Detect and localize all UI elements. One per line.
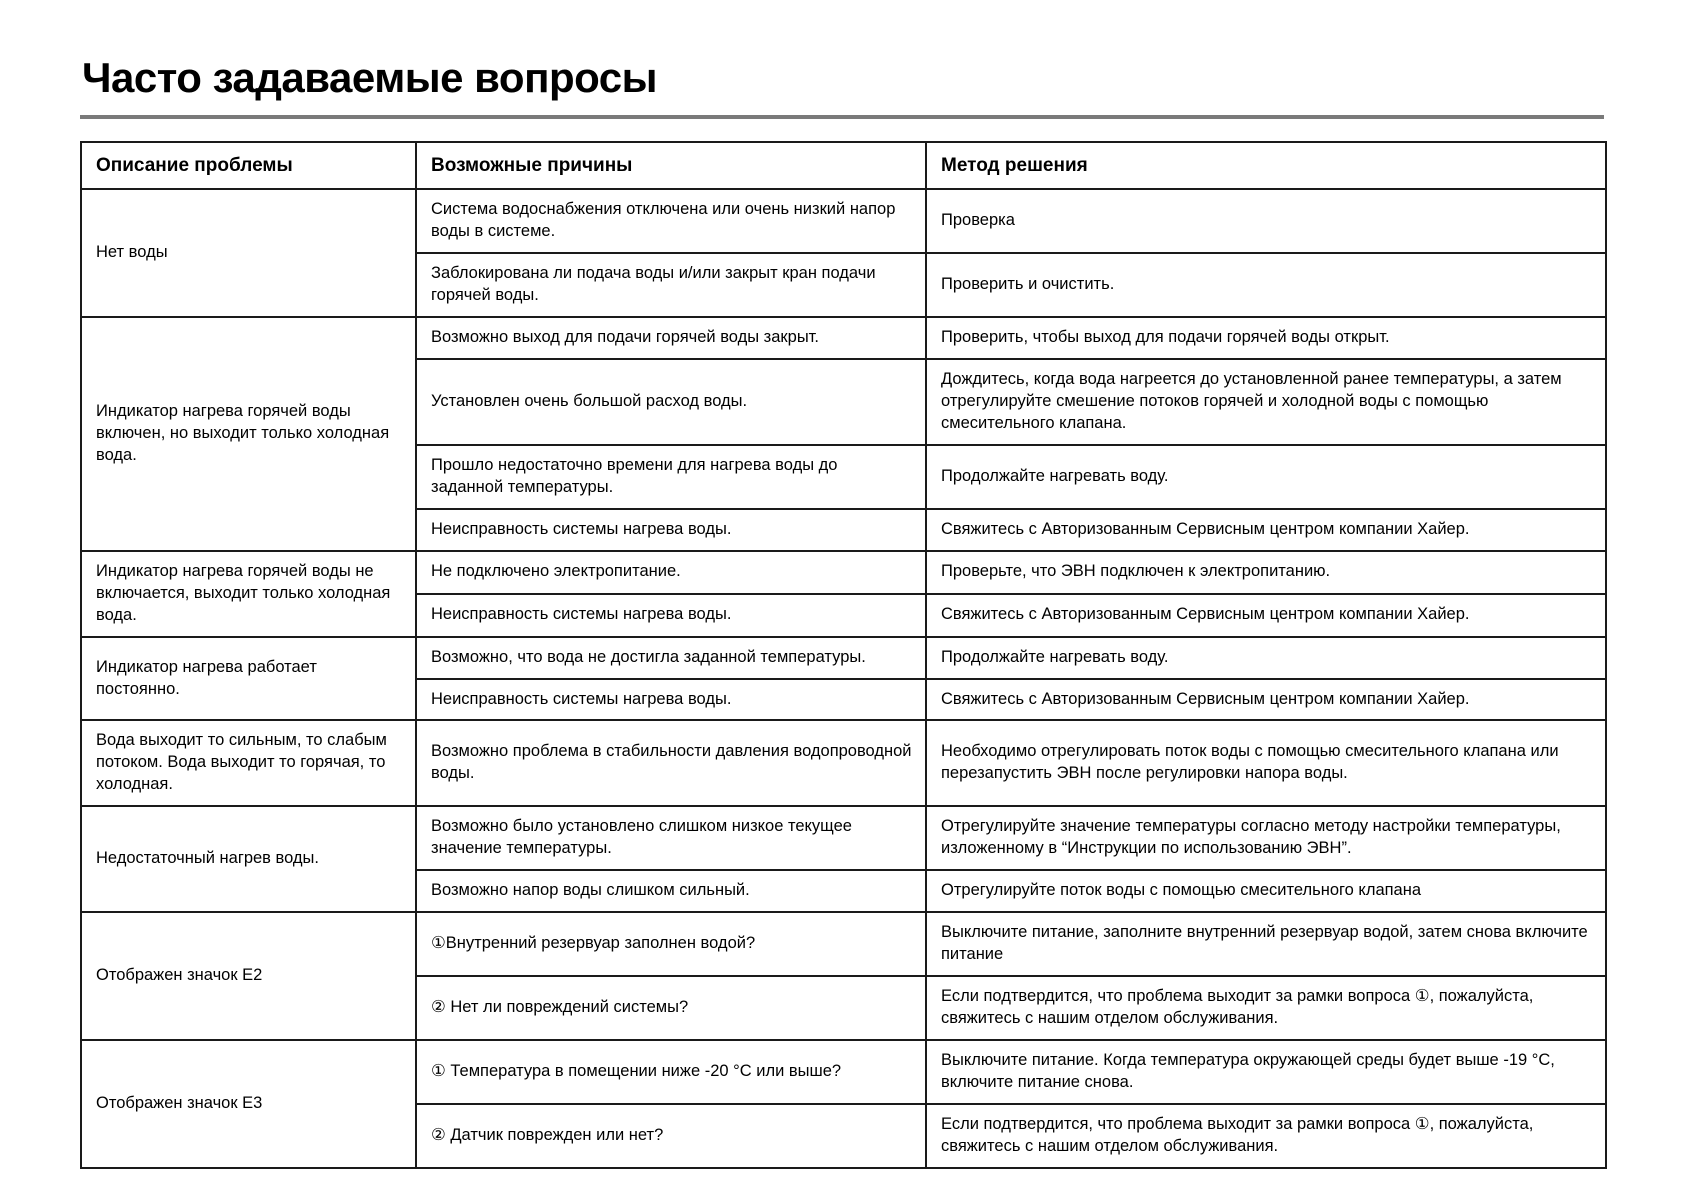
- cause-cell: ①Внутренний резервуар заполнен водой?: [416, 912, 926, 976]
- column-header-problem: Описание проблемы: [81, 142, 416, 189]
- cause-cell: Возможно было установлено слишком низкое текущее значение температуры.: [416, 806, 926, 870]
- table-header-row: [81, 142, 1606, 189]
- solution-cell: Проверить, чтобы выход для подачи горячей воды открыт.: [926, 317, 1606, 359]
- cause-cell: Неисправность системы нагрева воды.: [416, 679, 926, 721]
- solution-cell: Дождитесь, когда вода нагреется до установленной ранее температуры, а затем отрегулируйте смешение потоков горячей и холодной воды с помощью смесительного клапана.: [926, 359, 1606, 445]
- table-row: [81, 1040, 1606, 1104]
- cause-cell: Установлен очень большой расход воды.: [416, 359, 926, 445]
- solution-cell: Проверка: [926, 189, 1606, 253]
- problem-cell: Вода выходит то сильным, то слабым потоком. Вода выходит то горячая, то холодная.: [81, 720, 416, 806]
- problem-cell: Индикатор нагрева работает постоянно.: [81, 637, 416, 721]
- column-header-solution: Метод решения: [926, 142, 1606, 189]
- cause-cell: Не подключено электропитание.: [416, 551, 926, 594]
- table-row: [81, 806, 1606, 870]
- cause-cell: ① Температура в помещении ниже -20 °C или выше?: [416, 1040, 926, 1104]
- table-row: [81, 912, 1606, 976]
- cause-cell: Заблокирована ли подача воды и/или закрыт кран подачи горячей воды.: [416, 253, 926, 317]
- solution-cell: Проверьте, что ЭВН подключен к электропитанию.: [926, 551, 1606, 594]
- solution-cell: Продолжайте нагревать воду.: [926, 637, 1606, 679]
- page-title: Часто задаваемые вопросы: [82, 54, 657, 101]
- solution-cell: Свяжитесь с Авторизованным Сервисным центром компании Хайер.: [926, 679, 1606, 721]
- cause-cell: Возможно проблема в стабильности давления водопроводной воды.: [416, 720, 926, 806]
- solution-cell: Свяжитесь с Авторизованным Сервисным центром компании Хайер.: [926, 509, 1606, 551]
- table-row: [81, 551, 1606, 594]
- table-header: [81, 142, 1606, 189]
- solution-cell: Отрегулируйте значение температуры согласно методу настройки температуры, изложенному в “Инструкции по использованию ЭВН”.: [926, 806, 1606, 870]
- problem-cell: Индикатор нагрева горячей воды не включается, выходит только холодная вода.: [81, 551, 416, 637]
- problem-cell: Отображен значок E2: [81, 912, 416, 1040]
- column-header-cause: Возможные причины: [416, 142, 926, 189]
- table-row: [81, 317, 1606, 359]
- solution-cell: Выключите питание. Когда температура окружающей среды будет выше -19 °C, включите питание снова.: [926, 1040, 1606, 1104]
- cause-cell: Система водоснабжения отключена или очень низкий напор воды в системе.: [416, 189, 926, 253]
- solution-cell: Проверить и очистить.: [926, 253, 1606, 317]
- cause-cell: Возможно, что вода не достигла заданной температуры.: [416, 637, 926, 679]
- cause-cell: Неисправность системы нагрева воды.: [416, 509, 926, 551]
- table-body: [81, 189, 1606, 1167]
- solution-cell: Необходимо отрегулировать поток воды с помощью смесительного клапана или перезапустить ЭВН после регулировки напора воды.: [926, 720, 1606, 806]
- title-divider: [80, 115, 1604, 119]
- solution-cell: Если подтвердится, что проблема выходит за рамки вопроса ①, пожалуйста, свяжитесь с нашим отделом обслуживания.: [926, 976, 1606, 1040]
- solution-cell: Свяжитесь с Авторизованным Сервисным центром компании Хайер.: [926, 594, 1606, 637]
- solution-cell: Отрегулируйте поток воды с помощью смесительного клапана: [926, 870, 1606, 912]
- problem-cell: Индикатор нагрева горячей воды включен, но выходит только холодная вода.: [81, 317, 416, 551]
- cause-cell: ② Нет ли повреждений системы?: [416, 976, 926, 1040]
- solution-cell: Выключите питание, заполните внутренний резервуар водой, затем снова включите питание: [926, 912, 1606, 976]
- problem-cell: Недостаточный нагрев воды.: [81, 806, 416, 912]
- faq-table: [80, 141, 1607, 1168]
- problem-cell: Нет воды: [81, 189, 416, 317]
- solution-cell: Продолжайте нагревать воду.: [926, 445, 1606, 509]
- problem-cell: Отображен значок E3: [81, 1040, 416, 1168]
- cause-cell: ② Датчик поврежден или нет?: [416, 1104, 926, 1168]
- cause-cell: Прошло недостаточно времени для нагрева воды до заданной температуры.: [416, 445, 926, 509]
- cause-cell: Возможно выход для подачи горячей воды закрыт.: [416, 317, 926, 359]
- cause-cell: Возможно напор воды слишком сильный.: [416, 870, 926, 912]
- solution-cell: Если подтвердится, что проблема выходит за рамки вопроса ①, пожалуйста, свяжитесь с нашим отделом обслуживания.: [926, 1104, 1606, 1168]
- cause-cell: Неисправность системы нагрева воды.: [416, 594, 926, 637]
- table-row: [81, 720, 1606, 806]
- table-row: [81, 637, 1606, 679]
- table-row: [81, 189, 1606, 253]
